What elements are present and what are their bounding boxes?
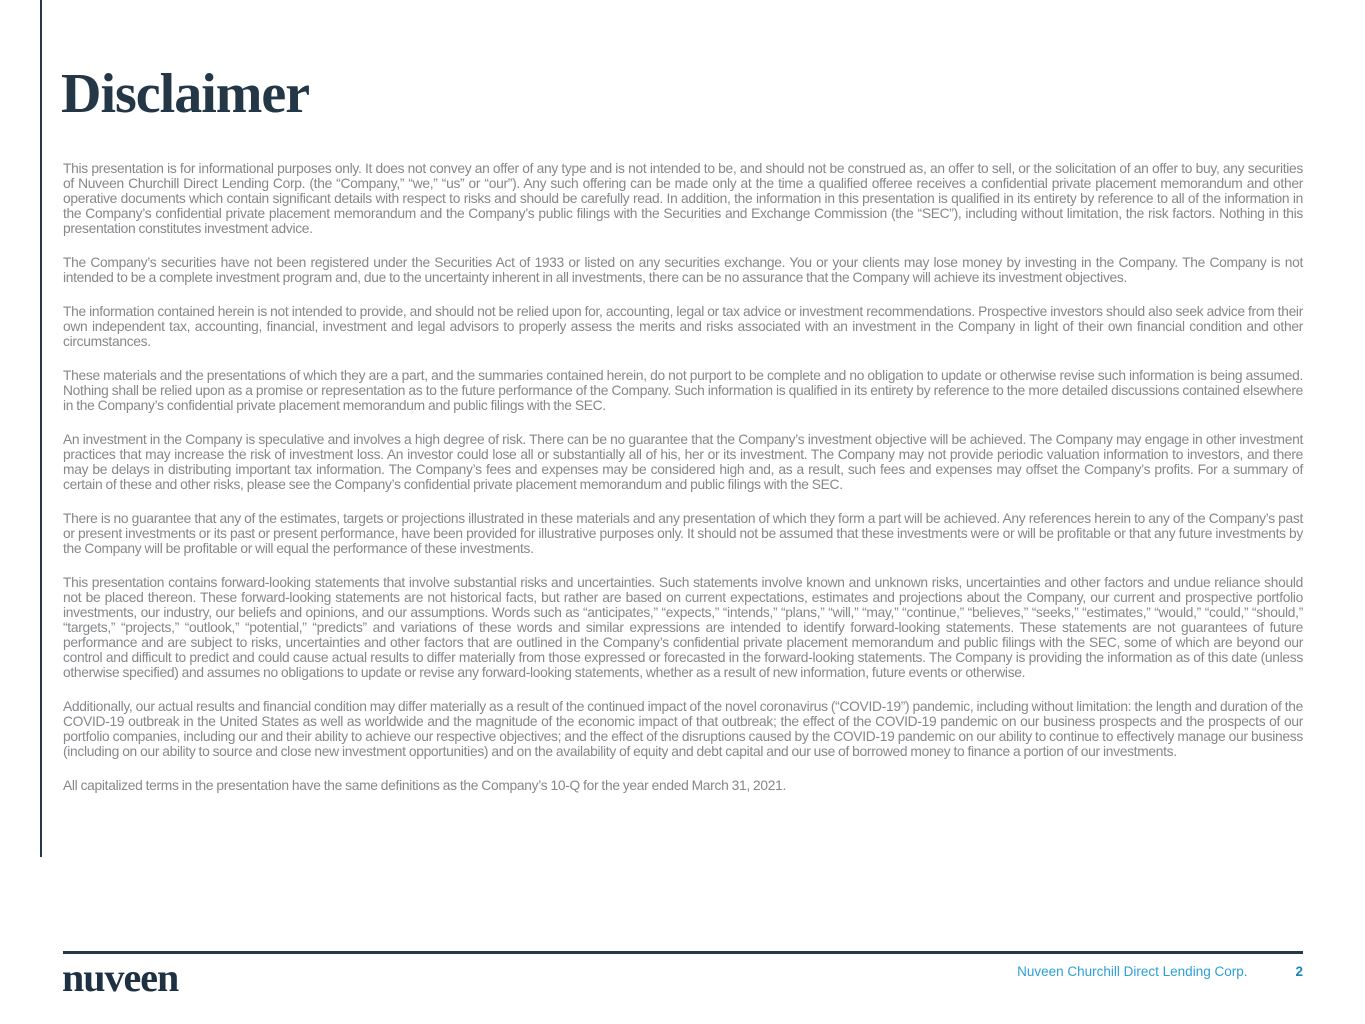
footer-right: [63, 964, 1303, 979]
disclaimer-paragraph: Additionally, our actual results and financial condition may differ materially as a result of the continued impact of the novel coronavirus (“COVID-19”) pandemic, including without limitation: the length and duration of the COVID-19 outbreak in the United States as well as worldwide and the magnitude of the economic impact of that outbreak; the effect of the COVID-19 pandemic on our business prospects and the prospects of our portfolio companies, including our and their ability to achieve our respective objectives; and the effect of the disruptions caused by the COVID-19 pandemic on our ability to continue to effectively manage our business (including on our ability to source and close new investment opportunities) and on the availability of equity and debt capital and our use of borrowed money to finance a portion of our investments.: [63, 699, 1303, 759]
disclaimer-paragraph: An investment in the Company is speculative and involves a high degree of risk. There can be no guarantee that the Company’s investment objective will be achieved. The Company may engage in other investment practices that may increase the risk of investment loss. An investor could lose all or substantially all of his, her or its investment. The Company may not provide periodic valuation information to investors, and there may be delays in distributing important tax information. The Company’s fees and expenses may be considered high and, as a result, such fees and expenses may offset the Company’s profits. For a summary of certain of these and other risks, please see the Company’s confidential private placement memorandum and public filings with the SEC.: [63, 432, 1303, 492]
disclaimer-paragraph: The information contained herein is not intended to provide, and should not be relied upon for, accounting, legal or tax advice or investment recommendations. Prospective investors should also seek advice from their own independent tax, accounting, financial, investment and legal advisors to properly assess the merits and risks associated with an investment in the Company in light of their own financial condition and other circumstances.: [63, 304, 1303, 349]
disclaimer-paragraph: There is no guarantee that any of the estimates, targets or projections illustrated in these materials and any presentation of which they form a part will be achieved. Any references herein to any of the Company’s past or present investments or its past or present performance, have been provided for illustrative purposes only. It should not be assumed that these investments were or will be profitable or that any future investments by the Company will be profitable or will equal the performance of these investments.: [63, 511, 1303, 556]
page-title: Disclaimer: [61, 63, 310, 125]
disclaimer-paragraph: All capitalized terms in the presentation have the same definitions as the Company’s 10-Q for the year ended March 31, 2021.: [63, 778, 787, 793]
disclaimer-body: [63, 161, 1303, 793]
footer-company-name: Nuveen Churchill Direct Lending Corp.: [1017, 964, 1248, 979]
disclaimer-paragraph: This presentation contains forward-looking statements that involve substantial risks and uncertainties. Such statements involve known and unknown risks, uncertainties and other factors and undue reliance should not be placed thereon. These forward-looking statements are not historical facts, but rather are based on current expectations, estimates and projections about the Company, our current and prospective portfolio investments, our industry, our beliefs and opinions, and our assumptions. Words such as “anticipates,” “expects,” “intends,” “plans,” “will,” “may,” “continue,” “believes,” “seeks,” “estimates,” “would,” “could,” “should,” “targets,” “projects,” “outlook,” “potential,” “predicts” and variations of these words and similar expressions are intended to identify forward-looking statements. These statements are not guarantees of future performance and are subject to risks, uncertainties and other factors that are outlined in the Company’s confidential private placement memorandum and public filings with the SEC, some of which are beyond our control and difficult to predict and could cause actual results to differ materially from those expressed or forecasted in the forward-looking statements. The Company is providing the information as of this date (unless otherwise specified) and assumes no obligations to update or revise any forward-looking statements, whether as a result of new information, future events or otherwise.: [63, 575, 1303, 680]
nuveen-logo: nuveen: [62, 955, 179, 1000]
left-accent-line: [40, 0, 42, 857]
footer-divider: [63, 951, 1303, 954]
footer-page-number: 2: [1295, 964, 1303, 979]
disclaimer-paragraph: These materials and the presentations of which they are a part, and the summaries contained herein, do not purport to be complete and no obligation to update or otherwise revise such information is being assumed. Nothing shall be relied upon as a promise or representation as to the future performance of the Company. Such information is qualified in its entirety by reference to the more detailed discussions contained elsewhere in the Company’s confidential private placement memorandum and public filings with the SEC.: [63, 368, 1303, 413]
disclaimer-paragraph: This presentation is for informational purposes only. It does not convey an offer of any type and is not intended to be, and should not be construed as, an offer to sell, or the solicitation of an offer to buy, any securities of Nuveen Churchill Direct Lending Corp. (the “Company,” “we,” “us” or “our”). Any such offering can be made only at the time a qualified offeree receives a confidential private placement memorandum and other operative documents which contain significant details with respect to risks and should be carefully read. In addition, the information in this presentation is qualified in its entirety by reference to all of the information in the Company’s confidential private placement memorandum and the Company’s public filings with the Securities and Exchange Commission (the “SEC”), including without limitation, the risk factors. Nothing in this presentation constitutes investment advice.: [63, 161, 1303, 236]
disclaimer-paragraph: The Company’s securities have not been registered under the Securities Act of 1933 or listed on any securities exchange. You or your clients may lose money by investing in the Company. The Company is not intended to be a complete investment program and, due to the uncertainty inherent in all investments, there can be no assurance that the Company will achieve its investment objectives.: [63, 255, 1303, 285]
